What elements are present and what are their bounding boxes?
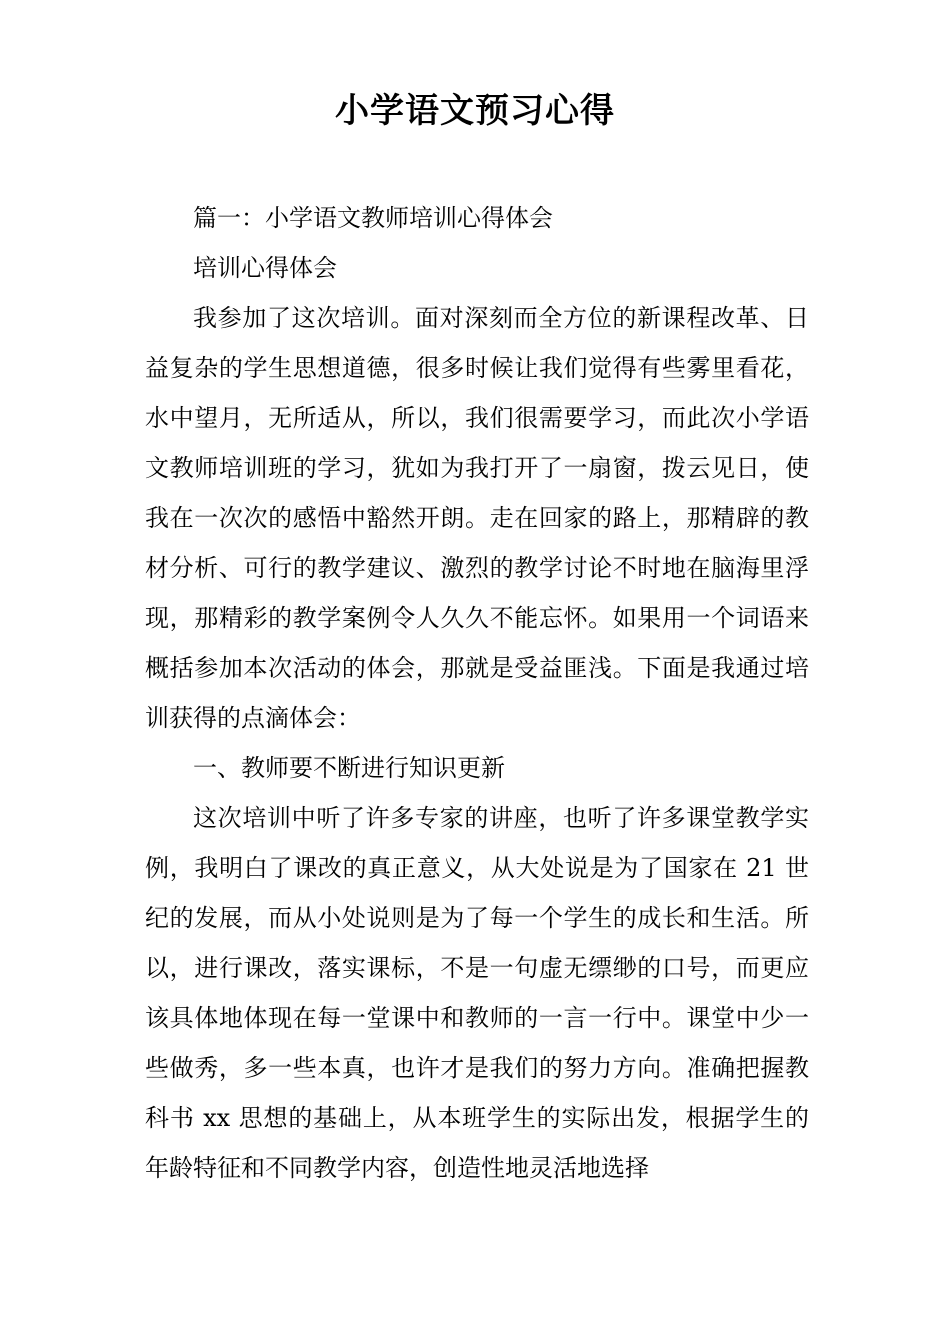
section-heading: 一、教师要不断进行知识更新 (193, 754, 505, 782)
subheading: 培训心得体会 (193, 254, 337, 282)
body-paragraph: 这次培训中听了许多专家的讲座，也听了许多课堂教学实例，我明白了课改的真正意义，从大处说是为了国家在 21 世纪的发展，而从小处说则是为了每一个学生的成长和生活。所以，进行课改，落实课标，不是一句虚无缥缈的口号，而更应该具体地体现在每一堂课中和教师的一言一行中。课堂中少一些做秀，多一些本真，也许才是我们的努力方向。准确把握教科书 xx 思想的基础上，从本班学生的实际出发，根据学生的年龄特征和不同教学内容，创造性地灵活地选择 (145, 804, 809, 1182)
document-title: 小学语文预习心得 (335, 91, 615, 131)
section-heading: 篇一：小学语文教师培训心得体会 (193, 204, 553, 232)
document-body (145, 193, 809, 1193)
body-paragraph: 我参加了这次培训。面对深刻而全方位的新课程改革、日益复杂的学生思想道德，很多时候让我们觉得有些雾里看花，水中望月，无所适从，所以，我们很需要学习，而此次小学语文教师培训班的学习，犹如为我打开了一扇窗，拨云见日，使我在一次次的感悟中豁然开朗。走在回家的路上，那精辟的教材分析、可行的教学建议、激烈的教学讨论不时地在脑海里浮现，那精彩的教学案例令人久久不能忘怀。如果用一个词语来概括参加本次活动的体会，那就是受益匪浅。下面是我通过培训获得的点滴体会： (145, 304, 809, 732)
